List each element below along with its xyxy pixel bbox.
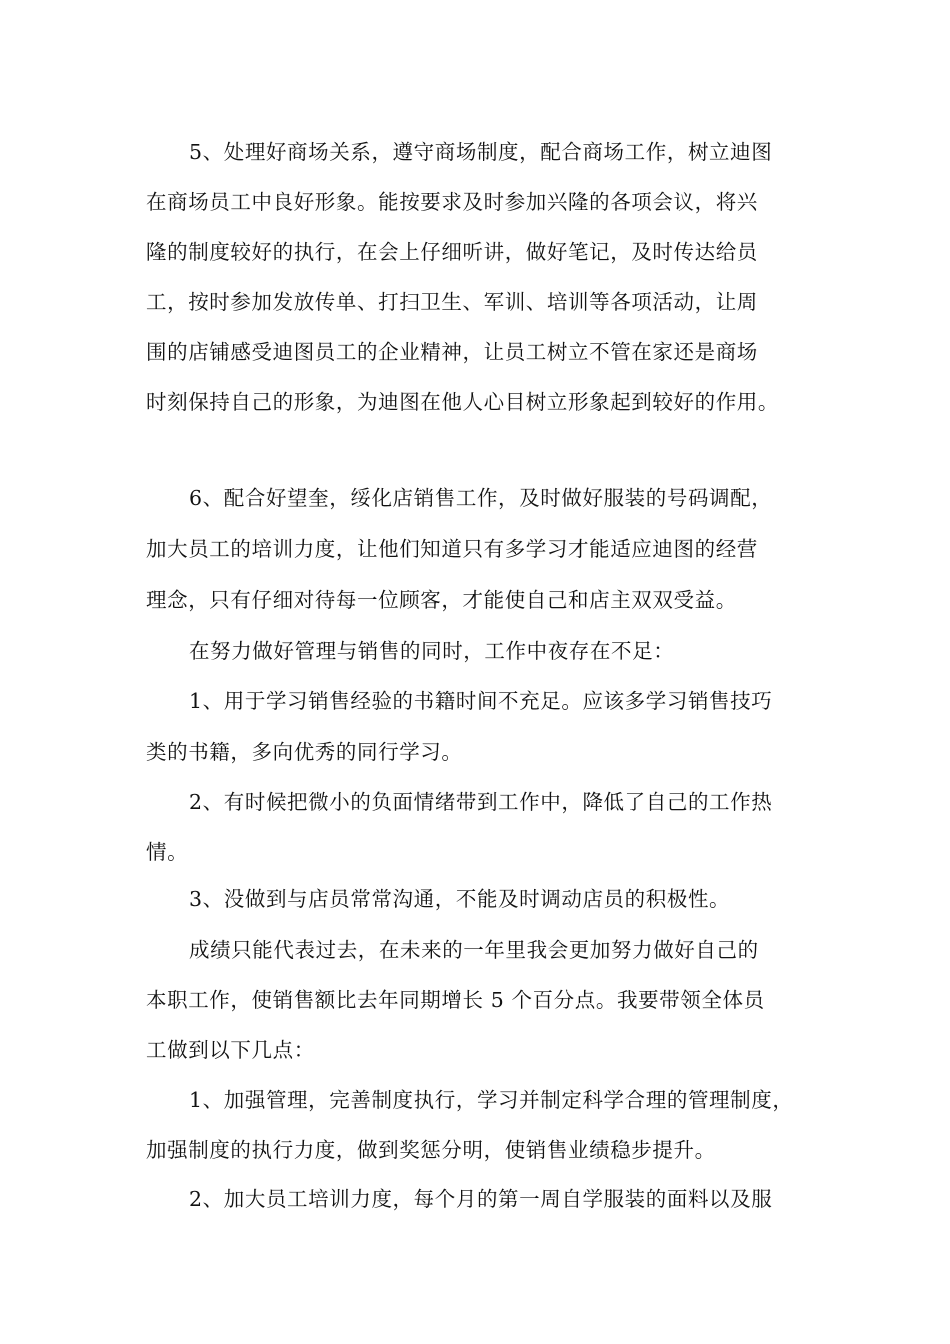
shortcomings-intro-line: 在努力做好管理与销售的同时，工作中夜存在不足： — [189, 639, 675, 663]
plan-intro-line-3: 工做到以下几点： — [146, 1038, 315, 1062]
shortcoming-3-line-1: 3、没做到与店员常常沟通，不能及时调动店员的积极性。 — [189, 887, 731, 911]
plan-1-line-1: 1、加强管理，完善制度执行，学习并制定科学合理的管理制度， — [189, 1088, 794, 1112]
shortcoming-1-line-2: 类的书籍，多向优秀的同行学习。 — [146, 740, 463, 764]
plan-2-line-1: 2、加大员工培训力度，每个月的第一周自学服装的面料以及服 — [189, 1187, 773, 1211]
plan-1-line-2: 加强制度的执行力度，做到奖惩分明，使销售业绩稳步提升。 — [146, 1138, 716, 1162]
paragraph-5-line-6: 时刻保持自己的形象，为迪图在他人心目树立形象起到较好的作用。 — [146, 390, 779, 414]
shortcoming-2-line-1: 2、有时候把微小的负面情绪带到工作中，降低了自己的工作热 — [189, 790, 773, 814]
paragraph-6-line-1: 6、配合好望奎，绥化店销售工作，及时做好服装的号码调配， — [189, 486, 773, 510]
paragraph-5-line-2: 在商场员工中良好形象。能按要求及时参加兴隆的各项会议，将兴 — [146, 190, 758, 214]
paragraph-6-line-3: 理念，只有仔细对待每一位顾客，才能使自己和店主双双受益。 — [146, 588, 737, 612]
plan-intro-line-2: 本职工作，使销售额比去年同期增长 5 个百分点。我要带领全体员 — [146, 988, 765, 1012]
paragraph-5-line-3: 隆的制度较好的执行，在会上仔细听讲，做好笔记，及时传达给员 — [146, 240, 758, 264]
paragraph-5-line-1: 5、处理好商场关系，遵守商场制度，配合商场工作，树立迪图 — [189, 140, 773, 164]
shortcoming-1-line-1: 1、用于学习销售经验的书籍时间不充足。应该多学习销售技巧 — [189, 689, 773, 713]
shortcoming-2-line-2: 情。 — [146, 840, 189, 864]
paragraph-5-line-5: 围的店铺感受迪图员工的企业精神，让员工树立不管在家还是商场 — [146, 340, 758, 364]
plan-intro-line-1: 成绩只能代表过去，在未来的一年里我会更加努力做好自己的 — [189, 938, 759, 962]
paragraph-6-line-2: 加大员工的培训力度，让他们知道只有多学习才能适应迪图的经营 — [146, 537, 758, 561]
paragraph-5-line-4: 工，按时参加发放传单、打扫卫生、军训、培训等各项活动，让周 — [146, 290, 758, 314]
